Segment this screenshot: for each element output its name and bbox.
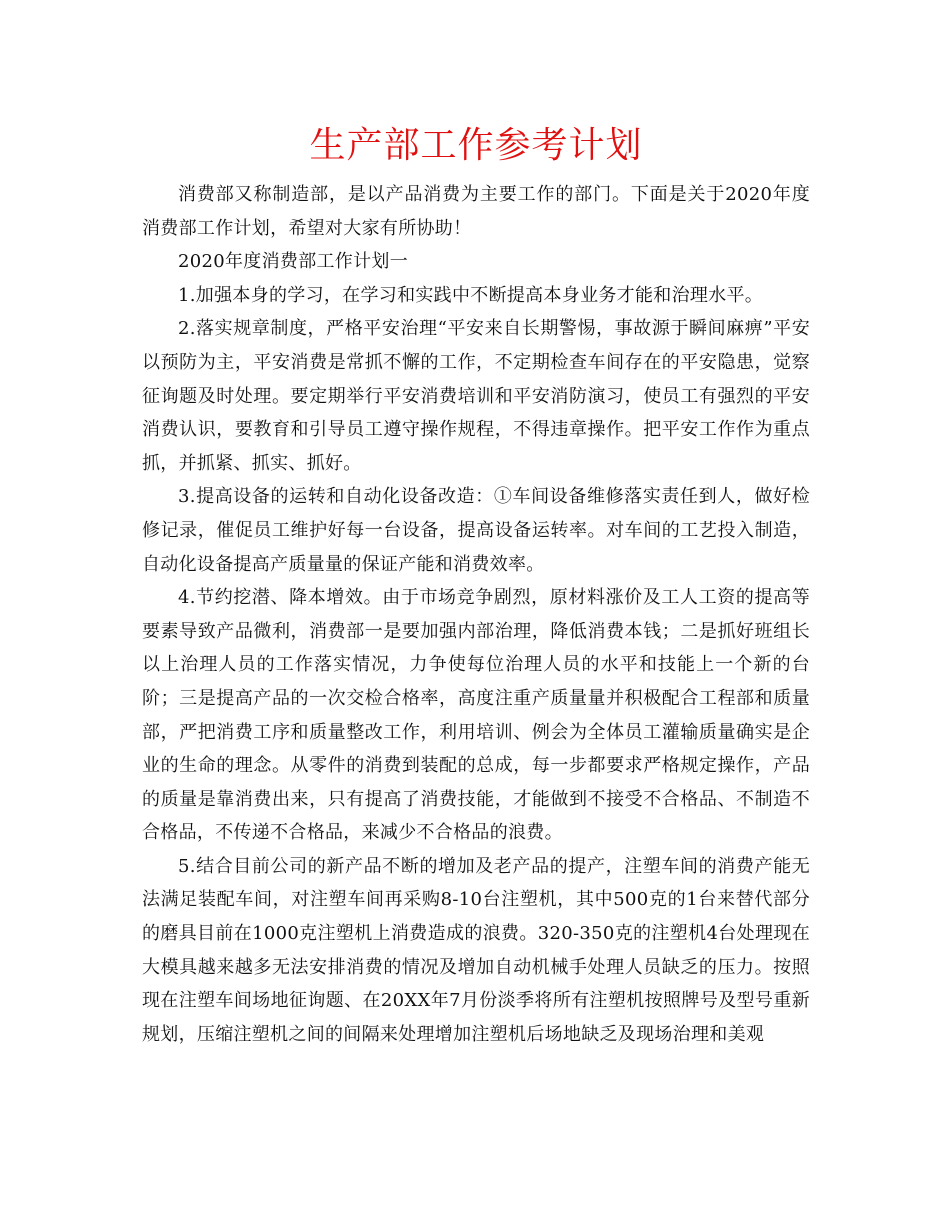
item-3-paragraph: 3.提高设备的运转和自动化设备改造：①车间设备维修落实责任到人，做好检修记录，催促员工维护好每一台设备，提高设备运转率。对车间的工艺投入制造，自动化设备提高产质量量的保证产能和消费效率。: [142, 486, 810, 575]
item-1-paragraph: 1.加强本身的学习，在学习和实践中不断提高本身业务才能和治理水平。: [178, 284, 764, 306]
document-title: 生产部工作参考计划: [309, 125, 643, 166]
item-4-paragraph: 4.节约挖潜、降本增效。由于市场竞争剧烈，原材料涨价及工人工资的提高等要素导致产品微利，消费部一是要加强内部治理，降低消费本钱；二是抓好班组长以上治理人员的工作落实情况，力争使每位治理人员的水平和技能上一个新的台阶；三是提高产品的一次交检合格率，高度注重产质量量并积极配合工程部和质量部，严把消费工序和质量整改工作，利用培训、例会为全体员工灌输质量确实是企业的生命的理念。从零件的消费到装配的总成，每一步都要求严格规定操作，产品的质量是靠消费出来，只有提高了消费技能，才能做到不接受不合格品、不制造不合格品，不传递不合格品，来减少不合格品的浪费。: [142, 587, 810, 844]
item-5-paragraph: 5.结合目前公司的新产品不断的增加及老产品的提产，注塑车间的消费产能无法满足装配车间，对注塑车间再采购8-10台注塑机，其中500克的1台来替代部分的磨具目前在1000克注塑机上消费造成的浪费。320-350克的注塑机4台处理现在大模具越来越多无法安排消费的情况及增加自动机械手处理人员缺乏的压力。按照现在注塑车间场地征询题、在20XX年7月份淡季将所有注塑机按照牌号及型号重新规划，压缩注塑机之间的间隔来处理增加注塑机后场地缺乏及现场治理和美观: [142, 855, 810, 1045]
item-2-paragraph: 2.落实规章制度，严格平安治理“平安来自长期警惕，事故源于瞬间麻痹”平安以预防为主，平安消费是常抓不懈的工作，不定期检查车间存在的平安隐患，觉察征询题及时处理。要定期举行平安消费培训和平安消防演习，使员工有强烈的平安消费认识，要教育和引导员工遵守操作规程，不得违章操作。把平安工作作为重点抓，并抓紧、抓实、抓好。: [142, 318, 810, 474]
intro-paragraph: 消费部又称制造部，是以产品消费为主要工作的部门。下面是关于2020年度消费部工作计划，希望对大家有所协助！: [142, 184, 810, 239]
section-heading: 2020年度消费部工作计划一: [178, 251, 409, 273]
